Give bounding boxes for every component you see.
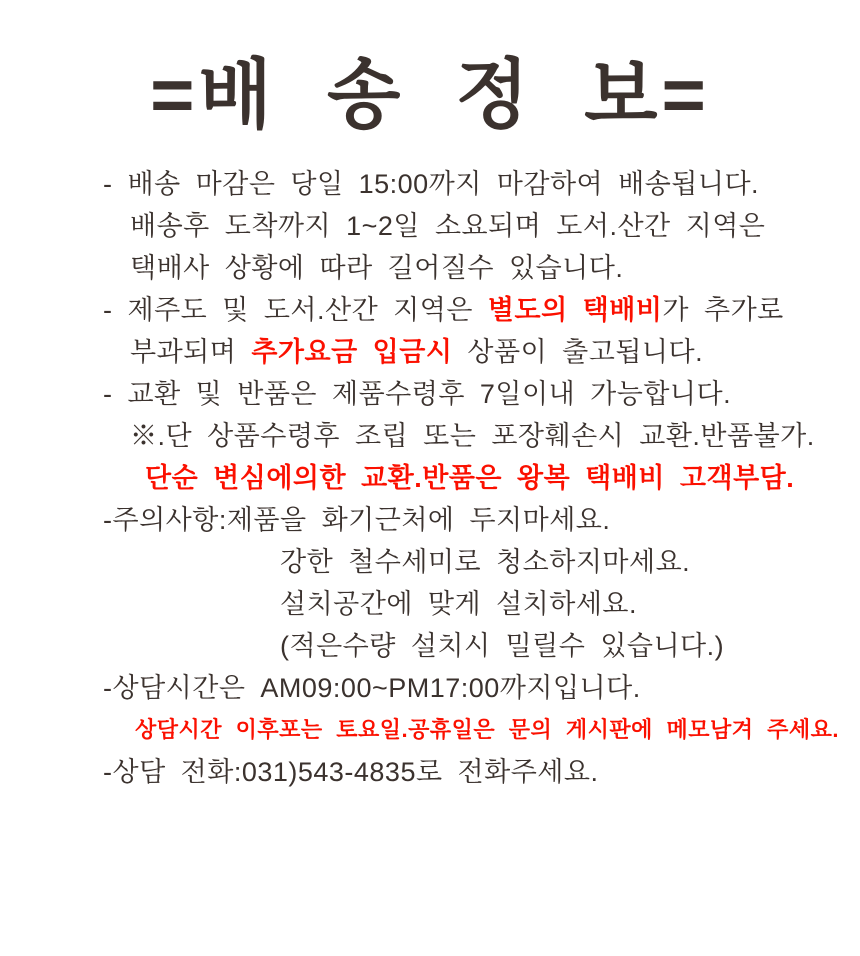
body-text: 택배사 상황에 따라 길어질수 있습니다. [130, 253, 624, 284]
body-text: -상담시간은 AM09:00~PM17:00까지입니다. [103, 673, 641, 704]
highlighted-text: 단순 변심에의한 교환.반품은 왕복 택배비 고객부담. [145, 463, 795, 494]
body-text: - 배송 마감은 당일 15:00까지 마감하여 배송됩니다. [103, 169, 760, 200]
page-title: =배 송 정 보= [150, 53, 710, 138]
body-text: 부과되며 [130, 337, 252, 368]
body-text: -주의사항:제품을 화기근처에 두지마세요. [103, 505, 611, 536]
notice-line [103, 583, 820, 625]
body-text: 가 추가로 [662, 295, 784, 326]
body-text: - 교환 및 반품은 제품수령후 7일이내 가능합니다. [103, 379, 732, 410]
notice-line [103, 667, 820, 709]
body-text: -상담 전화:031)543-4835로 전화주세요. [103, 757, 599, 788]
body-text: 상품이 출고됩니다. [452, 337, 704, 368]
notice-line [103, 457, 820, 499]
notice-line [103, 163, 820, 205]
body-text: ※.단 상품수령후 조립 또는 포장훼손시 교환.반품불가. [130, 421, 815, 452]
body-text: 설치공간에 맞게 설치하세요. [280, 589, 637, 620]
notice-line [103, 499, 820, 541]
highlighted-text: 별도의 택배비 [487, 295, 663, 326]
notice-line [103, 709, 839, 751]
notice-line [103, 331, 820, 373]
highlighted-text: 상담시간 이후포는 토요일.공휴일은 문의 게시판에 메모남겨 주세요. [135, 717, 839, 743]
notice-line [103, 247, 820, 289]
notice-line [103, 205, 820, 247]
notice-body [0, 163, 860, 793]
body-text: (적은수량 설치시 밀릴수 있습니다.) [280, 631, 725, 662]
notice-line [103, 289, 820, 331]
body-text: - 제주도 및 도서.산간 지역은 [103, 295, 488, 326]
highlighted-text: 추가요금 입금시 [251, 337, 453, 368]
body-text: 배송후 도착까지 1~2일 소요되며 도서.산간 지역은 [130, 211, 766, 242]
notice-line [103, 541, 820, 583]
notice-line [103, 415, 820, 457]
notice-line [103, 751, 820, 793]
body-text: 강한 철수세미로 청소하지마세요. [280, 547, 691, 578]
notice-line [103, 625, 820, 667]
notice-line [103, 373, 820, 415]
